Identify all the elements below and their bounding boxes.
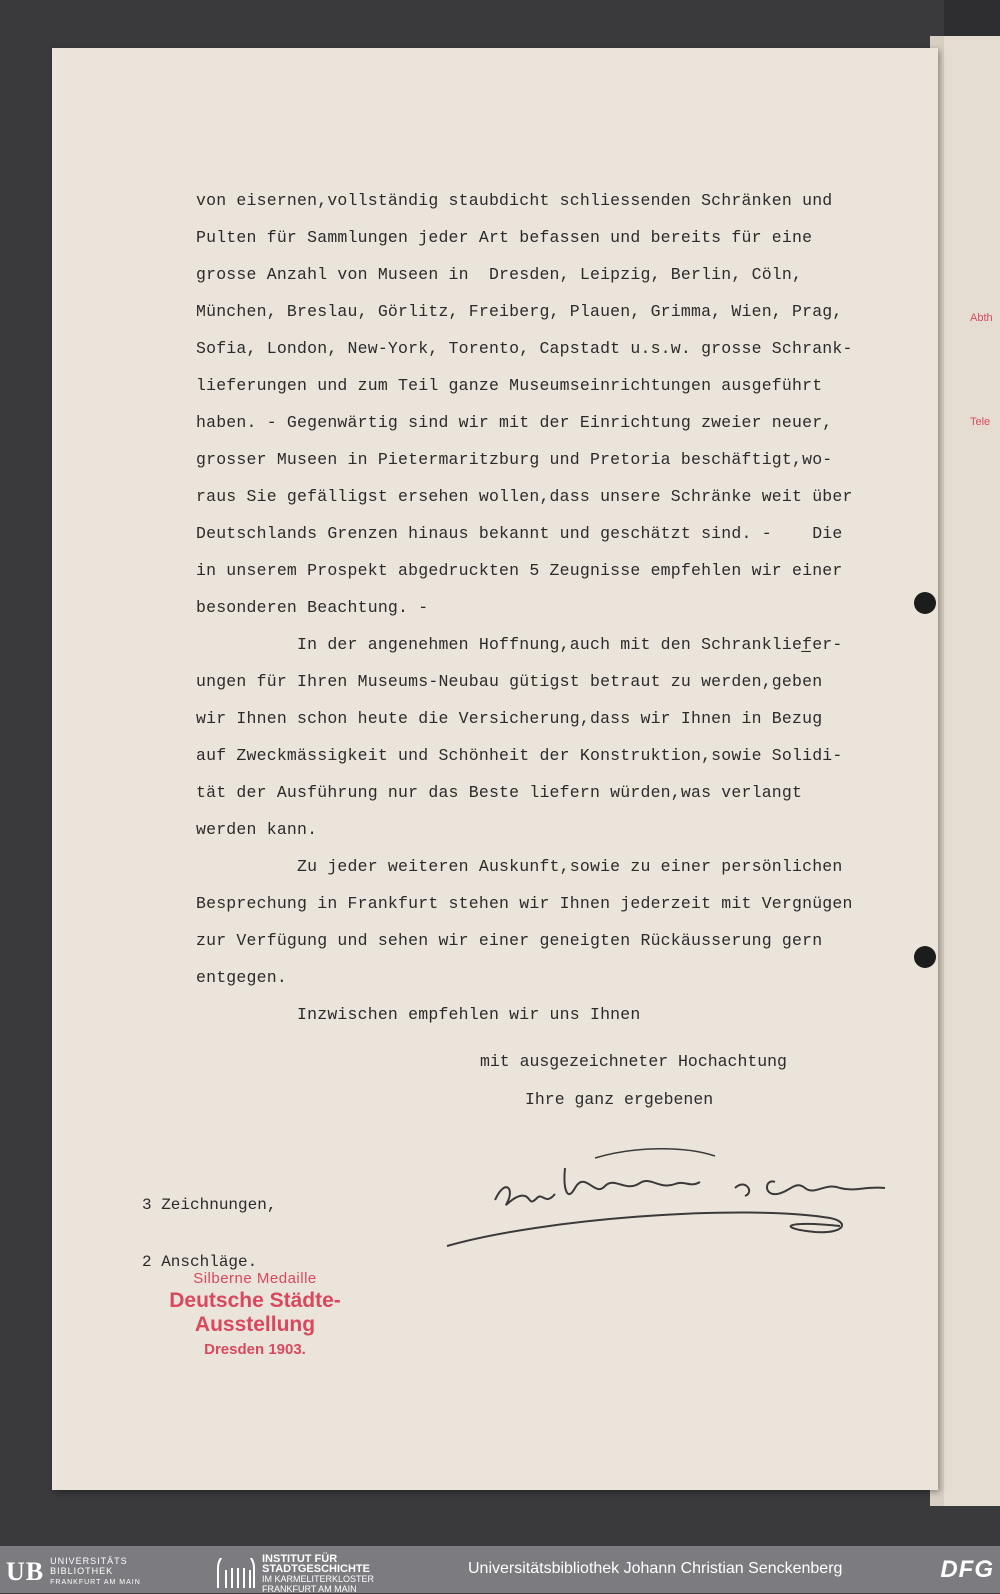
letter-line: Besprechung in Frankfurt stehen wir Ihnen jederzeit mit Vergnügen	[196, 894, 853, 913]
closing-line-2: Ihre ganz ergebenen	[525, 1090, 714, 1109]
closing-line-1: mit ausgezeichneter Hochachtung	[480, 1052, 787, 1071]
letter-line: grosser Museen in Pietermaritzburg und Pretoria beschäftigt,wo-	[196, 450, 833, 469]
letter-line: wir Ihnen schon heute die Versicherung,dass wir Ihnen in Bezug	[196, 709, 823, 728]
scanner-background	[944, 0, 1000, 40]
underlying-page	[940, 36, 1000, 1506]
institut-logo[interactable]	[216, 1554, 374, 1594]
ub-logo-text: UNIVERSITÄTS BIBLIOTHEK FRANKFURT AM MAIN	[50, 1556, 141, 1586]
enclosure-item: 2 Anschläge.	[142, 1253, 258, 1271]
footer-bar	[0, 1546, 1000, 1593]
letter-line: Sofia, London, New-York, Torento, Capstadt u.s.w. grosse Schrank-	[196, 339, 853, 358]
letter-line: von eisernen,vollständig staubdicht schliessenden Schränken und	[196, 191, 833, 210]
punch-hole	[914, 592, 936, 614]
handwritten-signature	[445, 1148, 895, 1273]
letter-line: auf Zweckmässigkeit und Schönheit der Konstruktion,sowie Solidi-	[196, 746, 843, 765]
library-name[interactable]: Universitätsbibliothek Johann Christian Senckenberg	[468, 1560, 843, 1577]
letter-line: zur Verfügung und sehen wir einer geneigten Rückäusserung gern	[196, 931, 823, 950]
letter-line: ungen für Ihren Museums-Neubau gütigst betraut zu werden,geben	[196, 672, 823, 691]
stamp-line-2: Deutsche Städte-Ausstellung	[169, 1289, 341, 1336]
dfg-logo[interactable]: DFG	[940, 1556, 994, 1583]
letter-line: Pulten für Sammlungen jeder Art befassen und bereits für eine	[196, 228, 813, 247]
medal-stamp	[130, 1270, 380, 1358]
letter-line: tät der Ausführung nur das Beste liefern würden,was verlangt	[196, 783, 803, 802]
ub-logo-mark: UB	[6, 1557, 45, 1586]
letter-line: München, Breslau, Görlitz, Freiberg, Plauen, Grimma, Wien, Prag,	[196, 302, 843, 321]
letter-line: Inzwischen empfehlen wir uns Ihnen	[196, 1005, 641, 1024]
ub-logo[interactable]	[6, 1556, 141, 1588]
punch-hole	[914, 946, 936, 968]
margin-note-abth: Abth	[970, 312, 993, 324]
letter-line: haben. - Gegenwärtig sind wir mit der Einrichtung zweier neuer,	[196, 413, 833, 432]
margin-note-tele: Tele	[970, 416, 991, 428]
letter-line: raus Sie gefälligst ersehen wollen,dass unsere Schränke weit über	[196, 487, 853, 506]
letter-body	[196, 182, 916, 1033]
institut-text: INSTITUT FÜR STADTGESCHICHTE IM KARMELITERKLOSTER FRANKFURT AM MAIN	[262, 1553, 375, 1594]
columns-icon	[216, 1558, 256, 1590]
letter-line: In der angenehmen Hoffnung,auch mit den Schranklief̲er-	[196, 635, 843, 654]
letter-line: besonderen Beachtung. -	[196, 598, 429, 617]
letter-line: Deutschlands Grenzen hinaus bekannt und geschätzt sind. - Die	[196, 524, 843, 543]
letter-line: Zu jeder weiteren Auskunft,sowie zu einer persönlichen	[196, 857, 843, 876]
letter-line: werden kann.	[196, 820, 318, 839]
letter-line: entgegen.	[196, 968, 287, 987]
enclosure-item: 3 Zeichnungen,	[142, 1196, 277, 1214]
letter-line: in unserem Prospekt abgedruckten 5 Zeugnisse empfehlen wir einer	[196, 561, 843, 580]
letter-line: grosse Anzahl von Museen in Dresden, Leipzig, Berlin, Cöln,	[196, 265, 803, 284]
stamp-line-3: Dresden 1903.	[204, 1341, 306, 1358]
letter-line: lieferungen und zum Teil ganze Museumseinrichtungen ausgeführt	[196, 376, 823, 395]
stamp-line-1: Silberne Medaille	[193, 1270, 317, 1287]
